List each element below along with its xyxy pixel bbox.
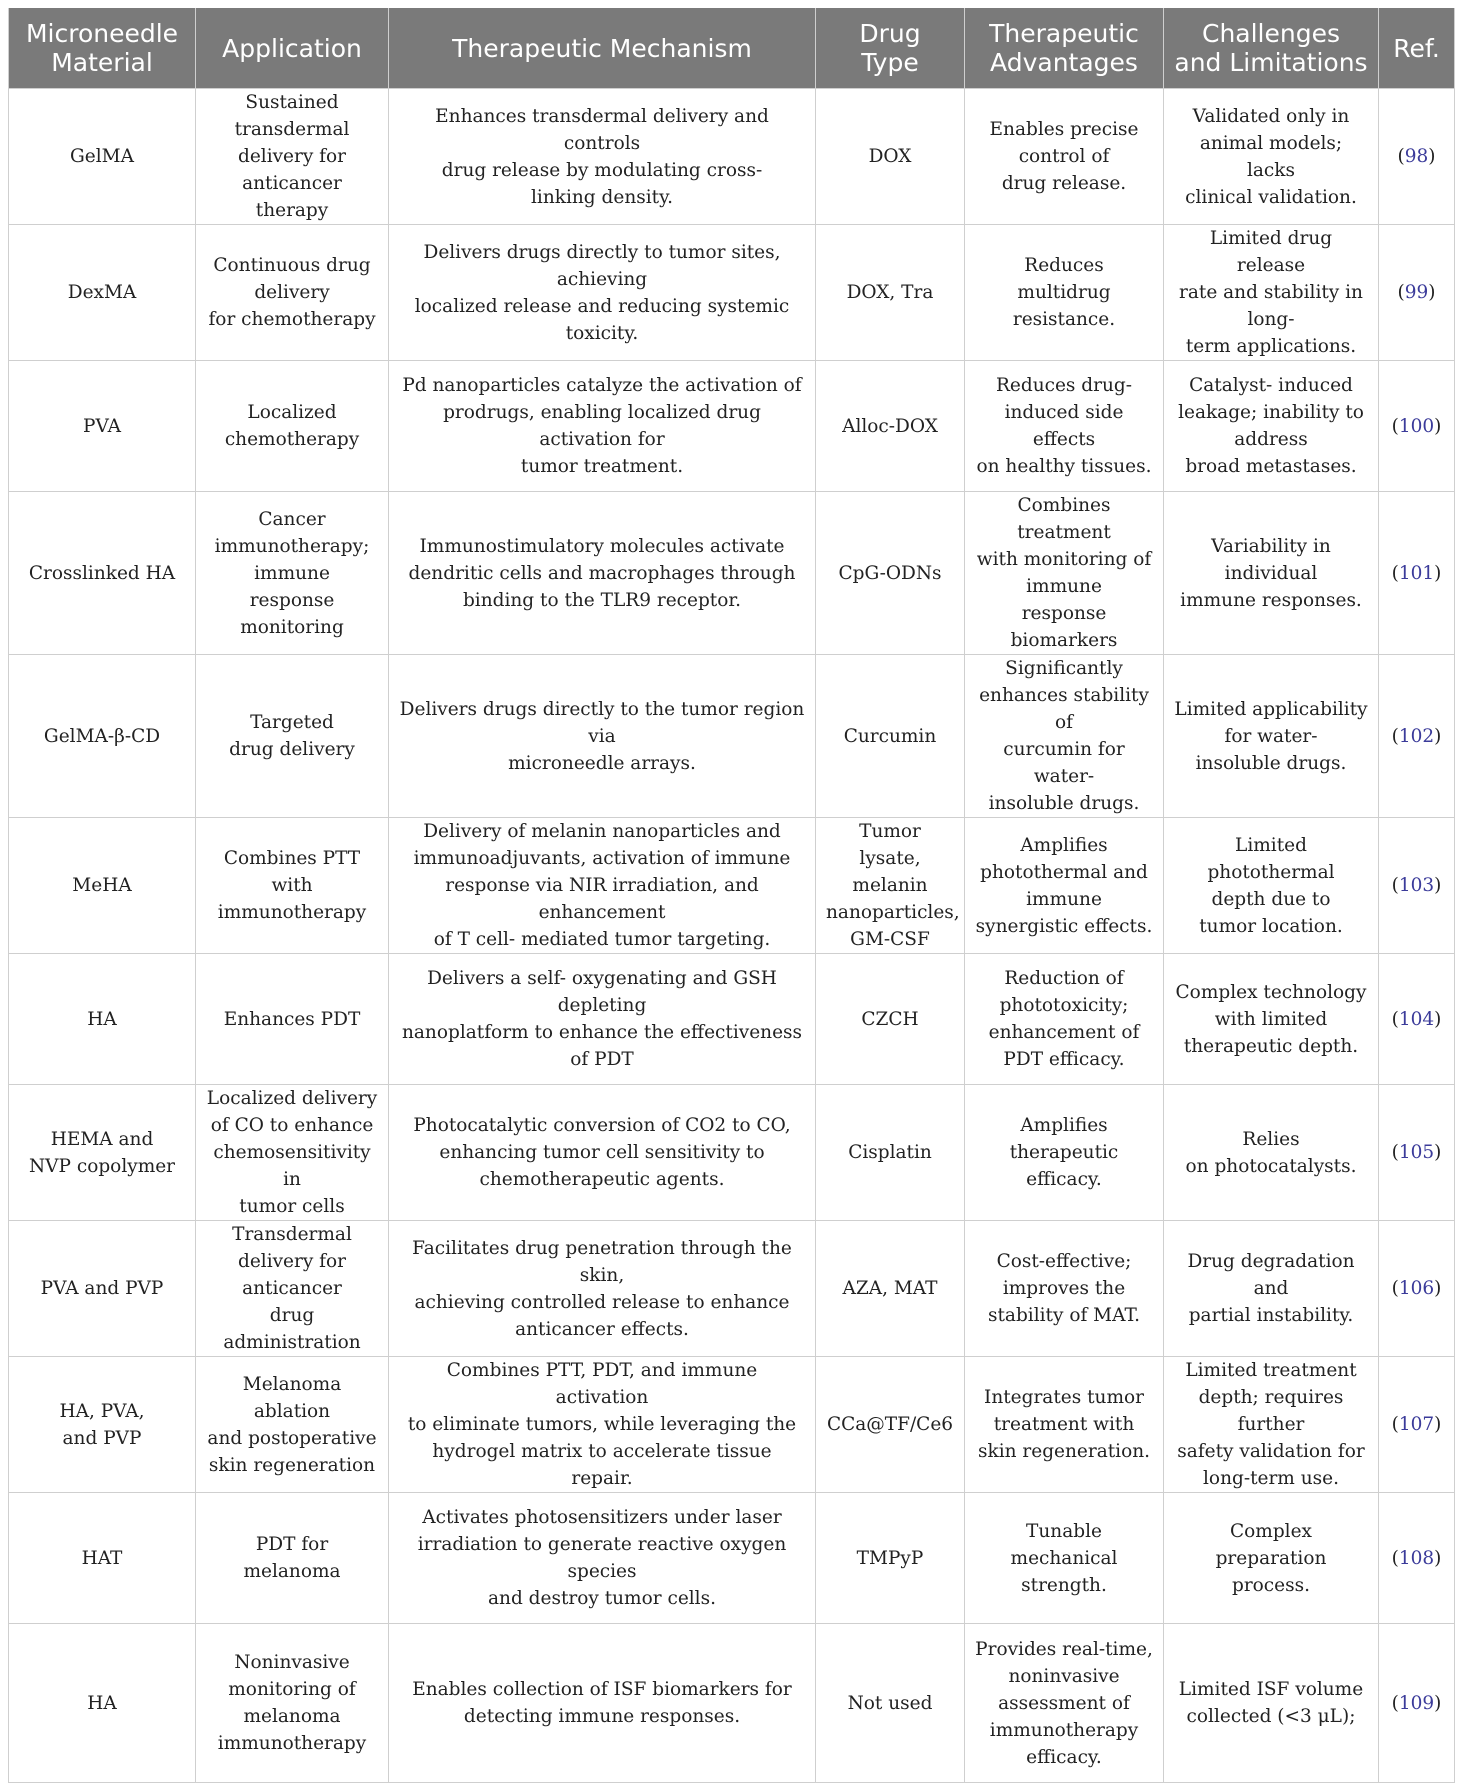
cell-application: Transdermal delivery for anticancer drug administration bbox=[196, 1221, 389, 1357]
cell-mechanism: Pd nanoparticles catalyze the activation of prodrugs, enabling localized drug activation for tumor treatment. bbox=[389, 361, 816, 492]
cell-mechanism: Delivers drugs directly to the tumor region via microneedle arrays. bbox=[389, 655, 816, 818]
table-row bbox=[9, 361, 1455, 492]
table-row bbox=[9, 225, 1455, 361]
cell-application: Combines PTT with immunotherapy bbox=[196, 818, 389, 954]
reference-link[interactable]: 109 bbox=[1398, 1692, 1435, 1714]
cell-drug-type: Tumor lysate, melanin nanoparticles, GM-CSF bbox=[816, 818, 965, 954]
cell-challenges: Limited drug release rate and stability in long- term applications. bbox=[1164, 225, 1379, 361]
cell-application: Enhances PDT bbox=[196, 954, 389, 1085]
cell-advantages: Reduces multidrug resistance. bbox=[965, 225, 1164, 361]
cell-advantages: Cost-effective; improves the stability of MAT. bbox=[965, 1221, 1164, 1357]
cell-mechanism: Facilitates drug penetration through the skin, achieving controlled release to enhance anticancer effects. bbox=[389, 1221, 816, 1357]
cell-drug-type: CCa@TF/Ce6 bbox=[816, 1357, 965, 1493]
reference-link[interactable]: 108 bbox=[1398, 1547, 1435, 1569]
cell-challenges: Relies on photocatalysts. bbox=[1164, 1085, 1379, 1221]
cell-challenges: Complex preparation process. bbox=[1164, 1493, 1379, 1624]
table-row bbox=[9, 1624, 1455, 1783]
cell-advantages: Combines treatment with monitoring of immune response biomarkers bbox=[965, 492, 1164, 655]
cell-ref: (109) bbox=[1379, 1624, 1455, 1783]
cell-drug-type: Curcumin bbox=[816, 655, 965, 818]
cell-mechanism: Combines PTT, PDT, and immune activation to eliminate tumors, while leveraging the hydrogel matrix to accelerate tissue repair. bbox=[389, 1357, 816, 1493]
header-application: Application bbox=[196, 8, 389, 89]
table-body bbox=[9, 89, 1455, 1783]
header-challenges: Challenges and Limitations bbox=[1164, 8, 1379, 89]
reference-link[interactable]: 101 bbox=[1398, 562, 1435, 584]
cell-ref: (107) bbox=[1379, 1357, 1455, 1493]
cell-challenges: Limited treatment depth; requires further safety validation for long-term use. bbox=[1164, 1357, 1379, 1493]
cell-drug-type: CZCH bbox=[816, 954, 965, 1085]
table-row bbox=[9, 818, 1455, 954]
cell-ref: (98) bbox=[1379, 89, 1455, 225]
cell-ref: (103) bbox=[1379, 818, 1455, 954]
cell-material: HA bbox=[9, 954, 196, 1085]
cell-advantages: Integrates tumor treatment with skin regeneration. bbox=[965, 1357, 1164, 1493]
table-row bbox=[9, 492, 1455, 655]
cell-drug-type: DOX bbox=[816, 89, 965, 225]
reference-link[interactable]: 104 bbox=[1398, 1008, 1435, 1030]
table-container bbox=[8, 8, 1454, 1783]
cell-drug-type: Cisplatin bbox=[816, 1085, 965, 1221]
cell-mechanism: Enhances transdermal delivery and controls drug release by modulating cross- linking density. bbox=[389, 89, 816, 225]
cell-material: GelMA-β-CD bbox=[9, 655, 196, 818]
cell-drug-type: TMPyP bbox=[816, 1493, 965, 1624]
table-row bbox=[9, 655, 1455, 818]
cell-ref: (108) bbox=[1379, 1493, 1455, 1624]
cell-advantages: Tunable mechanical strength. bbox=[965, 1493, 1164, 1624]
cell-challenges: Validated only in animal models; lacks clinical validation. bbox=[1164, 89, 1379, 225]
cell-mechanism: Activates photosensitizers under laser irradiation to generate reactive oxygen species and destroy tumor cells. bbox=[389, 1493, 816, 1624]
cell-challenges: Drug degradation and partial instability. bbox=[1164, 1221, 1379, 1357]
cell-ref: (100) bbox=[1379, 361, 1455, 492]
cell-application: Localized delivery of CO to enhance chemosensitivity in tumor cells bbox=[196, 1085, 389, 1221]
cell-drug-type: DOX, Tra bbox=[816, 225, 965, 361]
cell-application: Noninvasive monitoring of melanoma immunotherapy bbox=[196, 1624, 389, 1783]
header-advantages: Therapeutic Advantages bbox=[965, 8, 1164, 89]
table-row bbox=[9, 1493, 1455, 1624]
cell-application: Localized chemotherapy bbox=[196, 361, 389, 492]
table-row bbox=[9, 1221, 1455, 1357]
cell-ref: (101) bbox=[1379, 492, 1455, 655]
header-material: Microneedle Material bbox=[9, 8, 196, 89]
cell-challenges: Limited applicability for water- insoluble drugs. bbox=[1164, 655, 1379, 818]
cell-material: GelMA bbox=[9, 89, 196, 225]
cell-application: Continuous drug delivery for chemotherapy bbox=[196, 225, 389, 361]
cell-drug-type: Alloc-DOX bbox=[816, 361, 965, 492]
table-row bbox=[9, 1085, 1455, 1221]
reference-link[interactable]: 102 bbox=[1398, 725, 1435, 747]
cell-material: HA bbox=[9, 1624, 196, 1783]
cell-advantages: Enables precise control of drug release. bbox=[965, 89, 1164, 225]
cell-challenges: Complex technology with limited therapeutic depth. bbox=[1164, 954, 1379, 1085]
cell-application: PDT for melanoma bbox=[196, 1493, 389, 1624]
cell-drug-type: AZA, MAT bbox=[816, 1221, 965, 1357]
reference-link[interactable]: 100 bbox=[1398, 415, 1435, 437]
cell-ref: (104) bbox=[1379, 954, 1455, 1085]
cell-advantages: Significantly enhances stability of curcumin for water- insoluble drugs. bbox=[965, 655, 1164, 818]
table-row bbox=[9, 89, 1455, 225]
reference-link[interactable]: 106 bbox=[1398, 1278, 1435, 1299]
cell-material: MeHA bbox=[9, 818, 196, 954]
table-row bbox=[9, 1357, 1455, 1493]
reference-link[interactable]: 105 bbox=[1398, 1142, 1435, 1163]
cell-material: DexMA bbox=[9, 225, 196, 361]
cell-ref: (99) bbox=[1379, 225, 1455, 361]
reference-link[interactable]: 107 bbox=[1398, 1414, 1435, 1435]
cell-mechanism: Immunostimulatory molecules activate dendritic cells and macrophages through binding to the TLR9 receptor. bbox=[389, 492, 816, 655]
header-mechanism: Therapeutic Mechanism bbox=[389, 8, 816, 89]
cell-mechanism: Delivers a self- oxygenating and GSH depleting nanoplatform to enhance the effectiveness of PDT bbox=[389, 954, 816, 1085]
cell-application: Cancer immunotherapy; immune response monitoring bbox=[196, 492, 389, 655]
cell-advantages: Amplifies therapeutic efficacy. bbox=[965, 1085, 1164, 1221]
cell-material: HEMA and NVP copolymer bbox=[9, 1085, 196, 1221]
header-ref: Ref. bbox=[1379, 8, 1455, 89]
cell-ref: (105) bbox=[1379, 1085, 1455, 1221]
cell-drug-type: Not used bbox=[816, 1624, 965, 1783]
cell-mechanism: Enables collection of ISF biomarkers for detecting immune responses. bbox=[389, 1624, 816, 1783]
cell-material: PVA and PVP bbox=[9, 1221, 196, 1357]
cell-advantages: Reduction of phototoxicity; enhancement of PDT efficacy. bbox=[965, 954, 1164, 1085]
cell-drug-type: CpG-ODNs bbox=[816, 492, 965, 655]
cell-advantages: Reduces drug- induced side effects on healthy tissues. bbox=[965, 361, 1164, 492]
cell-challenges: Catalyst- induced leakage; inability to address broad metastases. bbox=[1164, 361, 1379, 492]
reference-link[interactable]: 99 bbox=[1404, 282, 1429, 303]
cell-advantages: Provides real-time, noninvasive assessment of immunotherapy efficacy. bbox=[965, 1624, 1164, 1783]
cell-application: Sustained transdermal delivery for anticancer therapy bbox=[196, 89, 389, 225]
cell-material: HA, PVA, and PVP bbox=[9, 1357, 196, 1493]
microneedle-table bbox=[8, 8, 1455, 1783]
reference-link[interactable]: 103 bbox=[1398, 875, 1435, 896]
header-drug-type: Drug Type bbox=[816, 8, 965, 89]
cell-material: PVA bbox=[9, 361, 196, 492]
cell-mechanism: Delivery of melanin nanoparticles and immunoadjuvants, activation of immune response via NIR irradiation, and enhancement of T cell- mediated tumor targeting. bbox=[389, 818, 816, 954]
cell-challenges: Limited ISF volume collected (<3 μL); bbox=[1164, 1624, 1379, 1783]
cell-challenges: Limited photothermal depth due to tumor location. bbox=[1164, 818, 1379, 954]
table-row bbox=[9, 954, 1455, 1085]
cell-application: Melanoma ablation and postoperative skin regeneration bbox=[196, 1357, 389, 1493]
cell-ref: (106) bbox=[1379, 1221, 1455, 1357]
reference-link[interactable]: 98 bbox=[1404, 146, 1429, 167]
cell-mechanism: Photocatalytic conversion of CO2 to CO, enhancing tumor cell sensitivity to chemotherapeutic agents. bbox=[389, 1085, 816, 1221]
cell-application: Targeted drug delivery bbox=[196, 655, 389, 818]
cell-advantages: Amplifies photothermal and immune synergistic effects. bbox=[965, 818, 1164, 954]
cell-challenges: Variability in individual immune responses. bbox=[1164, 492, 1379, 655]
cell-material: HAT bbox=[9, 1493, 196, 1624]
cell-material: Crosslinked HA bbox=[9, 492, 196, 655]
cell-mechanism: Delivers drugs directly to tumor sites, achieving localized release and reducing systemic toxicity. bbox=[389, 225, 816, 361]
header-row bbox=[9, 8, 1455, 89]
cell-ref: (102) bbox=[1379, 655, 1455, 818]
